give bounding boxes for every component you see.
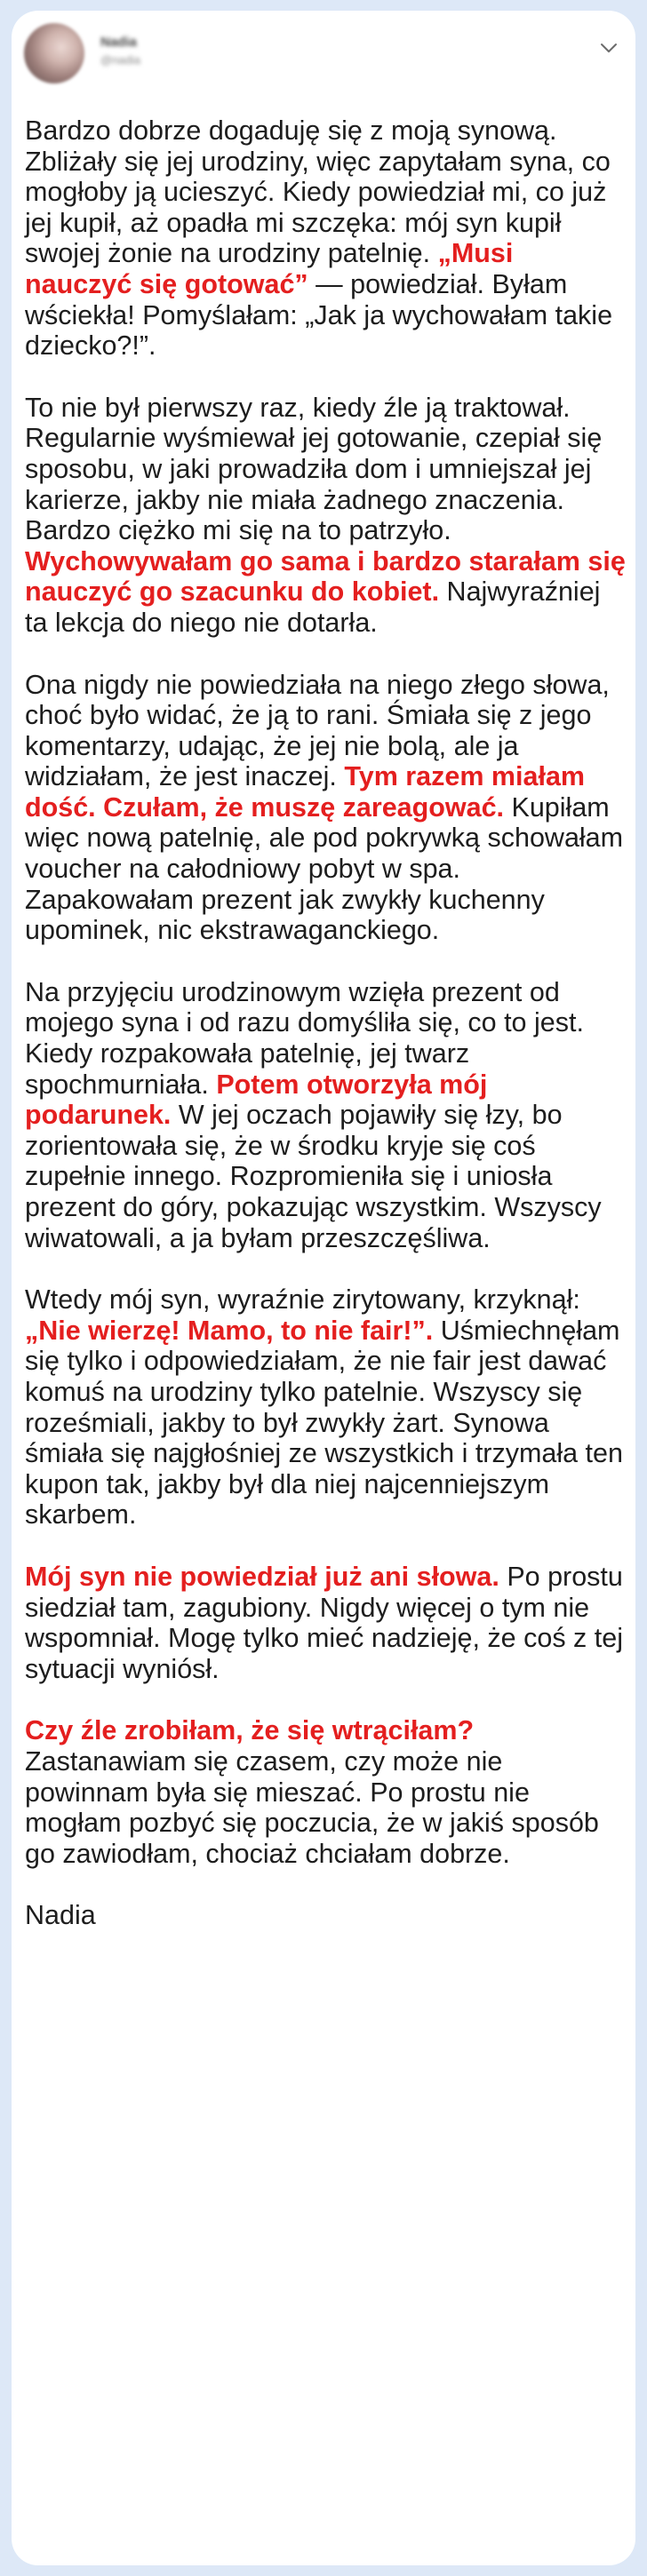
paragraph-4 xyxy=(25,977,626,1253)
text: Ona nigdy nie powiedziała na niego złego słowa, choć było widać, że ją to rani. Śmiała się z jego komentarzy, udając, że jej nie bolą, ale ja widziałam, że jest inaczej. xyxy=(25,669,610,792)
text: Kupiłam więc nową patelnię, ale pod pokrywką schowałam voucher na całodniowy pobyt w spa. Zapakowałam prezent jak zwykły kuchenny upominek, nic ekstrawaganckiego. xyxy=(25,791,624,946)
paragraph-3 xyxy=(25,670,626,946)
paragraph-7 xyxy=(25,1715,626,1869)
highlight: Potem otworzyła mój podarunek. xyxy=(25,1069,488,1131)
highlight: „Nie wierzę! Mamo, to nie fair!”. xyxy=(25,1315,434,1346)
highlight: „Musi nauczyć się gotować” xyxy=(25,238,514,299)
text: Bardzo dobrze dogaduję się z moją synową. Zbliżały się jej urodziny, więc zapytałam syna, co mogłoby ją ucieszyć. Kiedy powiedział mi, co już jej kupił, aż opadła mi szczęka: mój syn kupił swojej żonie na urodziny patelnię. xyxy=(25,115,611,269)
highlight: Tym razem miałam dość. Czułam, że muszę zareagować. xyxy=(25,761,586,823)
text: Wtedy mój syn, wyraźnie zirytowany, krzyknął: xyxy=(25,1284,580,1316)
text: Zastanawiam się czasem, czy może nie powinnam była się mieszać. Po prostu nie mogłam pozbyć się poczucia, że w jakiś sposób go zawiodłam, chociaż chciałam dobrze. xyxy=(25,1745,599,1869)
text: W jej oczach pojawiły się łzy, bo zorientowała się, że w środku kryje się coś zupełnie innego. Rozpromieniła się i uniosła prezent do góry, pokazując wszystkim. Wszyscy wiwatowali, a ja byłam przeszczęśliwa. xyxy=(25,1100,602,1253)
post-body xyxy=(25,115,626,1931)
text: To nie był pierwszy raz, kiedy źle ją traktował. Regularnie wyśmiewał jej gotowanie, czepiał się sposobu, w jaki prowadziła dom i umniejszał jej karierze, jakby nie miała żadnego znaczenia. Bardzo ciężko mi się na to patrzyło. xyxy=(25,392,603,546)
signature: Nadia xyxy=(25,1900,96,1931)
text: Na przyjęciu urodzinowym wzięła prezent od mojego syna i od razu domyśliła się, co to jest. Kiedy rozpakowała patelnię, jej twarz spochmurniała. xyxy=(25,976,584,1100)
highlight: Mój syn nie powiedział już ani słowa. xyxy=(25,1561,499,1592)
text: Po prostu siedział tam, zagubiony. Nigdy więcej o tym nie wspomniał. Mogę tylko mieć nadzieję, że coś z tej sytuacji wyniósł. xyxy=(25,1561,623,1684)
paragraph-1 xyxy=(25,115,626,362)
highlight: Wychowywałam go sama i bardzo starałam się nauczyć go szacunku do kobiet. xyxy=(25,545,626,608)
user-handle[interactable]: @nadia xyxy=(100,53,141,67)
highlight: Czy źle zrobiłam, że się wtrąciłam? xyxy=(25,1715,475,1746)
text: — powiedział. Byłam wściekła! Pomyślałam: „Jak ja wychowałam takie dziecko?!”. xyxy=(25,268,613,362)
avatar[interactable] xyxy=(24,23,84,83)
text: Najwyraźniej ta lekcja do niego nie dotarła. xyxy=(25,576,601,638)
user-meta xyxy=(100,34,278,73)
post-card xyxy=(12,11,635,2565)
display-name[interactable]: Nadia xyxy=(100,35,137,50)
paragraph-5 xyxy=(25,1284,626,1530)
text: Uśmiechnęłam się tylko i odpowiedziałam, że nie fair jest dawać komuś na urodziny tylko patelnie. Wszyscy się roześmiali, jakby to był zwykły żart. Synowa śmiała się najgłośniej ze wszystkich i trzymała ten kupon tak, jakby był dla niej najcenniejszym skarbem. xyxy=(25,1315,623,1530)
post-header xyxy=(24,23,621,85)
chevron-down-icon[interactable] xyxy=(596,39,621,57)
paragraph-6 xyxy=(25,1562,626,1684)
paragraph-2 xyxy=(25,393,626,639)
